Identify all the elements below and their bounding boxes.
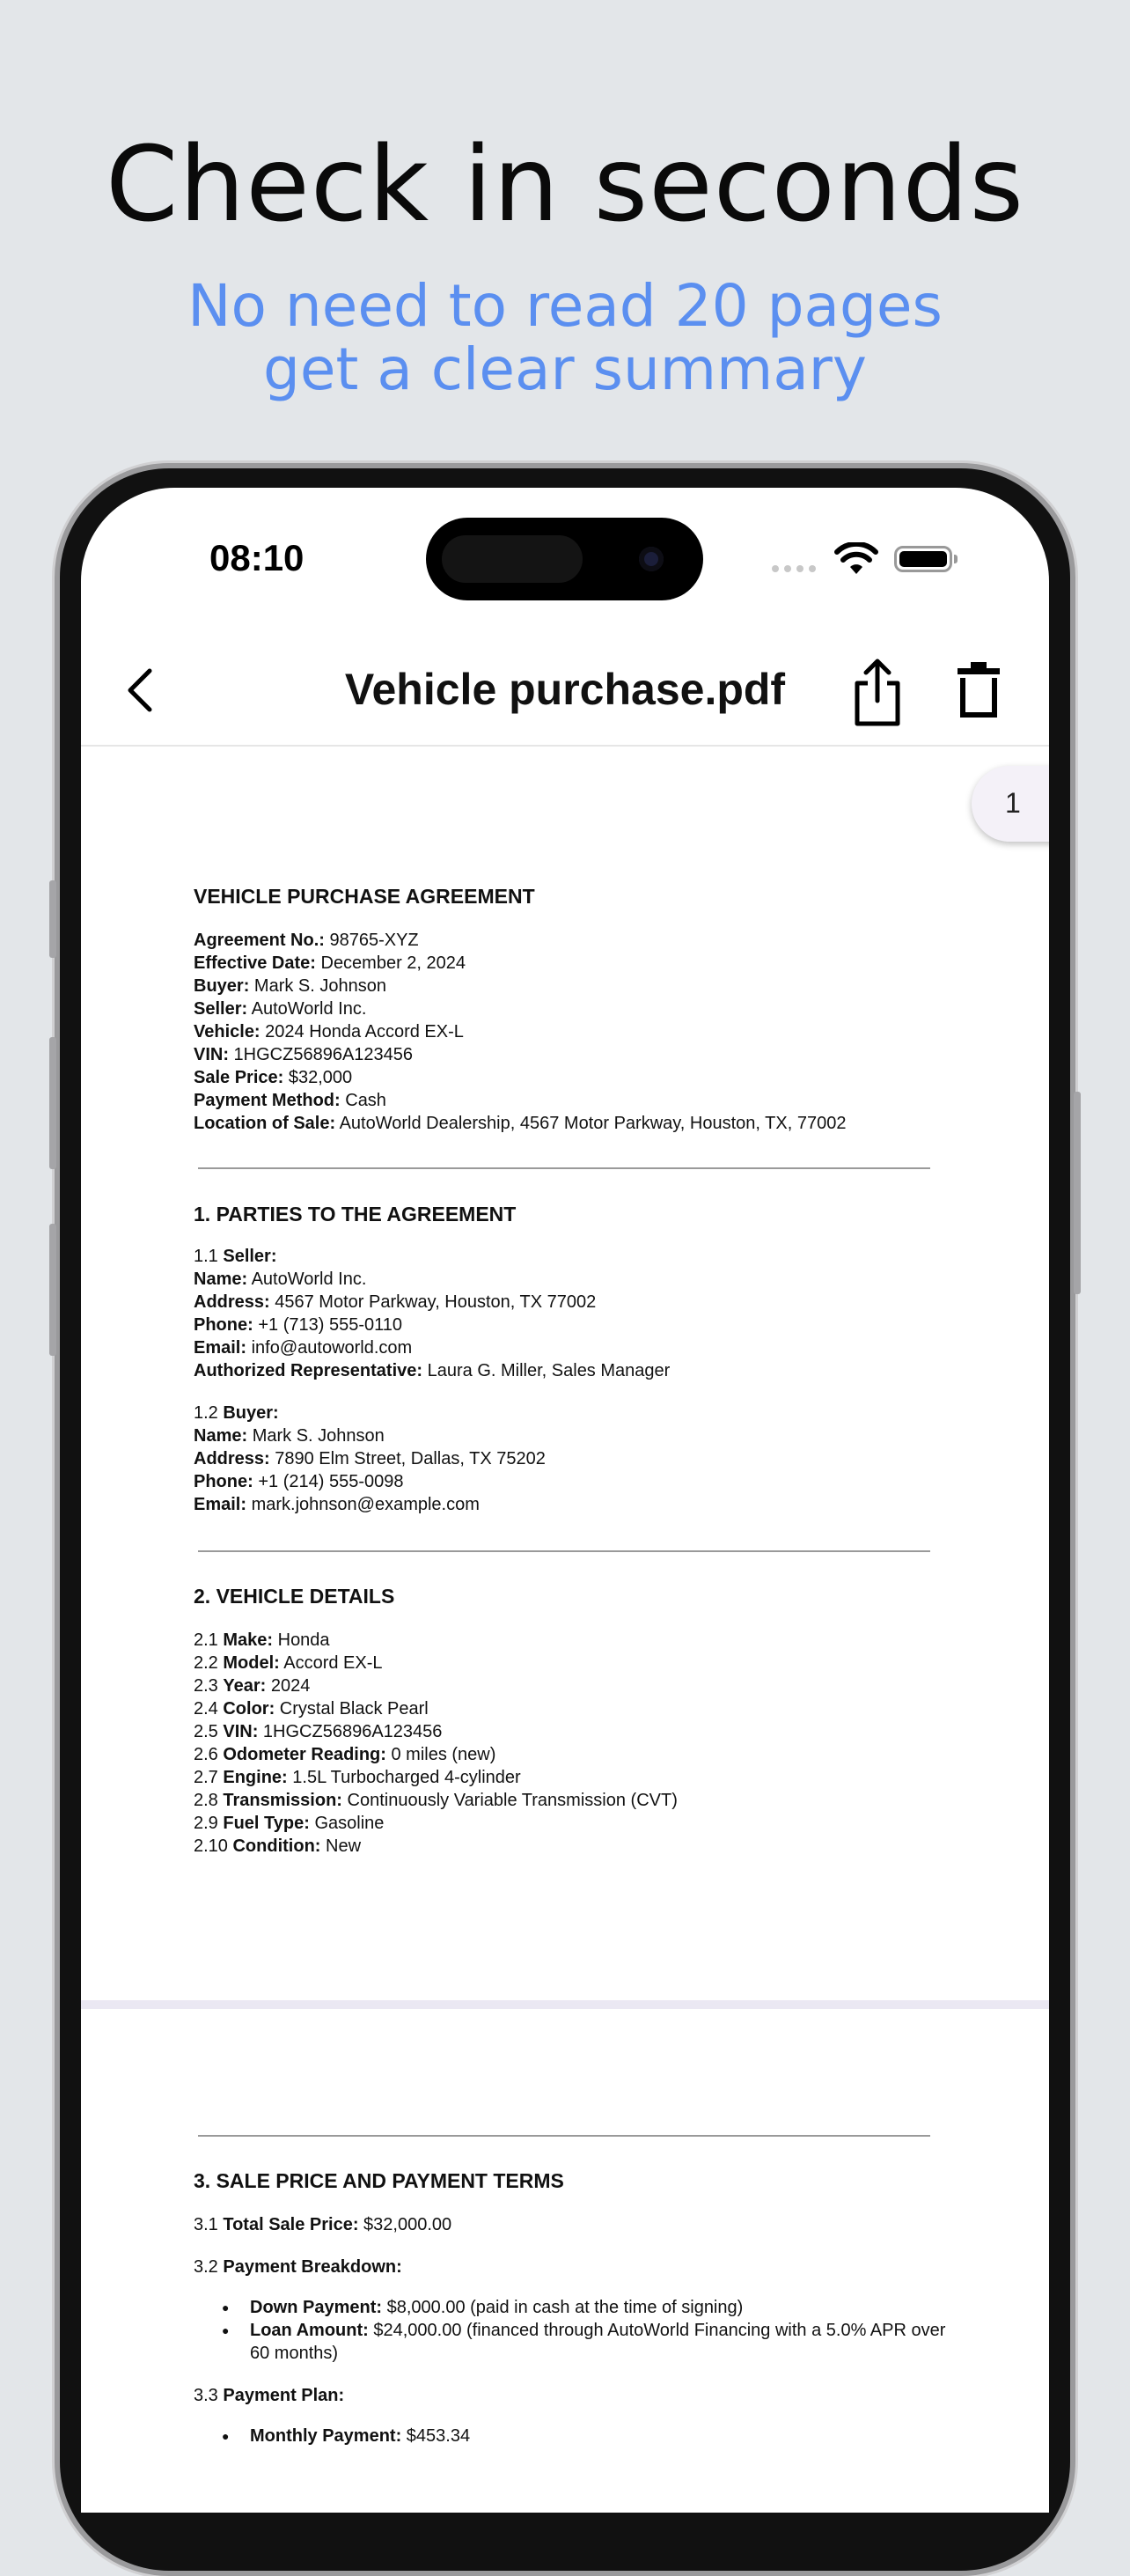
document-line (194, 1789, 950, 1812)
field-label: Down Payment: (250, 2298, 383, 2317)
field-label: Phone: (194, 1472, 253, 1491)
field-label: Loan Amount: (250, 2321, 369, 2340)
section-heading: 1. PARTIES TO THE AGREEMENT (194, 1203, 517, 1225)
field-value: New (320, 1836, 362, 1856)
field-value: $32,000.00 (358, 2215, 452, 2234)
field-value: Mark S. Johnson (247, 1426, 385, 1446)
field-label: Total Sale Price: (223, 2215, 359, 2234)
field-label: Seller: (194, 999, 248, 1019)
document-line (194, 1336, 950, 1359)
document-line (194, 1112, 950, 1135)
item-number: 2.2 (194, 1653, 224, 1673)
field-value: Continuously Variable Transmission (CVT) (341, 1791, 678, 1810)
document-line (194, 1652, 950, 1674)
field-value: mark.johnson@example.com (246, 1495, 480, 1514)
field-value: 7890 Elm Street, Dallas, TX 75202 (269, 1449, 546, 1468)
field-value: December 2, 2024 (315, 953, 466, 973)
document-line (194, 1268, 950, 1291)
field-label: Name: (194, 1426, 248, 1446)
document-line (194, 2319, 950, 2365)
document-line (194, 1697, 950, 1720)
document-title: Vehicle purchase.pdf (344, 665, 786, 714)
item-number: 3.1 (194, 2215, 224, 2234)
document-line (194, 2425, 950, 2447)
field-label: Year: (223, 1676, 267, 1696)
signal-icon (772, 565, 816, 572)
item-number: 2.3 (194, 1676, 224, 1696)
document-line (194, 1089, 950, 1112)
divider (198, 1550, 930, 1552)
side-button-mute (49, 880, 56, 958)
field-label: Agreement No.: (194, 931, 325, 950)
item-number: 2.4 (194, 1699, 224, 1719)
field-label: Make: (223, 1630, 274, 1650)
field-value: Accord EX-L (279, 1653, 383, 1673)
document-heading: VEHICLE PURCHASE AGREEMENT (194, 885, 535, 908)
field-label: Location of Sale: (194, 1114, 336, 1133)
document-line (194, 1020, 950, 1043)
headline: Check in seconds (106, 123, 1024, 245)
field-label: Address: (194, 1449, 270, 1468)
field-label: VIN: (194, 1045, 229, 1064)
dynamic-island (426, 518, 703, 600)
field-value: AutoWorld Inc. (247, 1270, 367, 1289)
field-label: Transmission: (223, 1791, 342, 1810)
document-line (194, 1766, 950, 1789)
document-line (194, 929, 950, 952)
side-button-volume-up (49, 1037, 56, 1169)
divider (198, 2135, 930, 2137)
field-label: Model: (223, 1653, 280, 1673)
document-line (194, 1447, 950, 1470)
divider (198, 1167, 930, 1169)
document-line (194, 1812, 950, 1835)
subheadline-line-2: get a clear summary (262, 335, 867, 403)
document-line (194, 2384, 950, 2407)
document-line (194, 1043, 950, 1066)
field-value: Gasoline (309, 1814, 385, 1833)
field-value: $32,000 (283, 1068, 353, 1087)
agreement-summary (194, 929, 950, 1135)
document-line (194, 1720, 950, 1743)
field-value: 4567 Motor Parkway, Houston, TX 77002 (269, 1292, 597, 1312)
item-number: 2.9 (194, 1814, 224, 1833)
field-label: Phone: (194, 1315, 253, 1335)
document-line (194, 1245, 950, 1268)
field-label: Engine: (223, 1768, 288, 1787)
field-label: Address: (194, 1292, 270, 1312)
field-label: Email: (194, 1495, 247, 1514)
field-value: Cash (340, 1091, 386, 1110)
document-line (194, 1359, 950, 1382)
wifi-icon (834, 542, 878, 576)
field-value: 0 miles (new) (385, 1745, 496, 1764)
side-button-volume-down (49, 1224, 56, 1356)
field-value: 98765-XYZ (324, 931, 419, 950)
side-button-power (1074, 1092, 1081, 1294)
item-number: 2.1 (194, 1630, 224, 1650)
document-line (194, 1470, 950, 1493)
field-value: 1HGCZ56896A123456 (258, 1722, 443, 1741)
field-value: Honda (273, 1630, 330, 1650)
item-number: 3.3 (194, 2386, 224, 2405)
field-label: Sale Price: (194, 1068, 284, 1087)
field-value: +1 (214) 555-0098 (253, 1472, 404, 1491)
document-line (194, 997, 950, 1020)
field-label: Name: (194, 1270, 248, 1289)
field-value: +1 (713) 555-0110 (253, 1315, 402, 1335)
trash-icon[interactable] (952, 659, 1005, 722)
field-label: Payment Breakdown: (223, 2257, 402, 2277)
field-value: 2024 (266, 1676, 311, 1696)
section-heading: 3. SALE PRICE AND PAYMENT TERMS (194, 2169, 564, 2192)
field-value: info@autoworld.com (246, 1338, 413, 1358)
field-label: Authorized Representative: (194, 1361, 423, 1380)
field-value: Crystal Black Pearl (275, 1699, 429, 1719)
field-value: $8,000.00 (paid in cash at the time of signing) (382, 2298, 744, 2317)
document-line (194, 1629, 950, 1652)
field-value: Laura G. Miller, Sales Manager (422, 1361, 671, 1380)
field-label: Fuel Type: (223, 1814, 310, 1833)
field-label: Effective Date: (194, 953, 316, 973)
field-label: Color: (223, 1699, 275, 1719)
field-label: Payment Plan: (223, 2386, 345, 2405)
item-number: 2.5 (194, 1722, 224, 1741)
nav-bar (81, 637, 1049, 747)
document-line (194, 1291, 950, 1314)
page-indicator[interactable]: 1 (972, 766, 1049, 842)
field-label: Vehicle: (194, 1022, 260, 1041)
field-value: 1.5L Turbocharged 4-cylinder (287, 1768, 521, 1787)
document-line (194, 1835, 950, 1858)
field-value: AutoWorld Inc. (247, 999, 367, 1019)
field-label: Seller: (223, 1247, 277, 1266)
section-heading: 2. VEHICLE DETAILS (194, 1585, 395, 1608)
document-line (194, 2296, 950, 2319)
field-label: Odometer Reading: (223, 1745, 386, 1764)
share-icon[interactable] (847, 655, 908, 729)
status-time: 08:10 (209, 537, 305, 578)
document-line (194, 1743, 950, 1766)
camera-icon (639, 547, 664, 571)
phone-screen (81, 488, 1049, 2513)
document-line (194, 1402, 950, 1424)
document-line (194, 2213, 950, 2236)
document-line (194, 952, 950, 975)
payment-terms-section (194, 2213, 950, 2447)
field-label: Buyer: (223, 1403, 279, 1423)
subheadline-line-1: No need to read 20 pages (187, 272, 943, 340)
parties-section (194, 1245, 950, 1516)
document-line (194, 1314, 950, 1336)
field-label: Monthly Payment: (250, 2426, 402, 2446)
document-line (194, 1674, 950, 1697)
item-number: 2.8 (194, 1791, 224, 1810)
field-value: AutoWorld Dealership, 4567 Motor Parkway, Houston, TX, 77002 (335, 1114, 847, 1133)
document-line (194, 2256, 950, 2278)
field-value: 2024 Honda Accord EX-L (260, 1022, 464, 1041)
field-label: Condition: (232, 1836, 321, 1856)
field-value: $453.34 (401, 2426, 471, 2446)
vehicle-details-section (194, 1629, 950, 1858)
field-label: VIN: (223, 1722, 259, 1741)
battery-icon (894, 546, 952, 572)
document-line (194, 1493, 950, 1516)
field-label: Buyer: (194, 976, 250, 996)
field-label: Email: (194, 1338, 247, 1358)
document-line (194, 1066, 950, 1089)
page-break (81, 2000, 1049, 2009)
field-value: Mark S. Johnson (249, 976, 386, 996)
item-number: 1.2 (194, 1403, 224, 1423)
item-number: 3.2 (194, 2257, 224, 2277)
field-value: $24,000.00 (financed through AutoWorld Financing with a 5.0% APR over 60 months) (250, 2321, 946, 2363)
item-number: 2.6 (194, 1745, 224, 1764)
document-line (194, 1424, 950, 1447)
document-line (194, 975, 950, 997)
field-value: 1HGCZ56896A123456 (229, 1045, 414, 1064)
item-number: 2.10 (194, 1836, 233, 1856)
item-number: 1.1 (194, 1247, 224, 1266)
subheadline (0, 272, 1130, 403)
field-label: Payment Method: (194, 1091, 341, 1110)
item-number: 2.7 (194, 1768, 224, 1787)
